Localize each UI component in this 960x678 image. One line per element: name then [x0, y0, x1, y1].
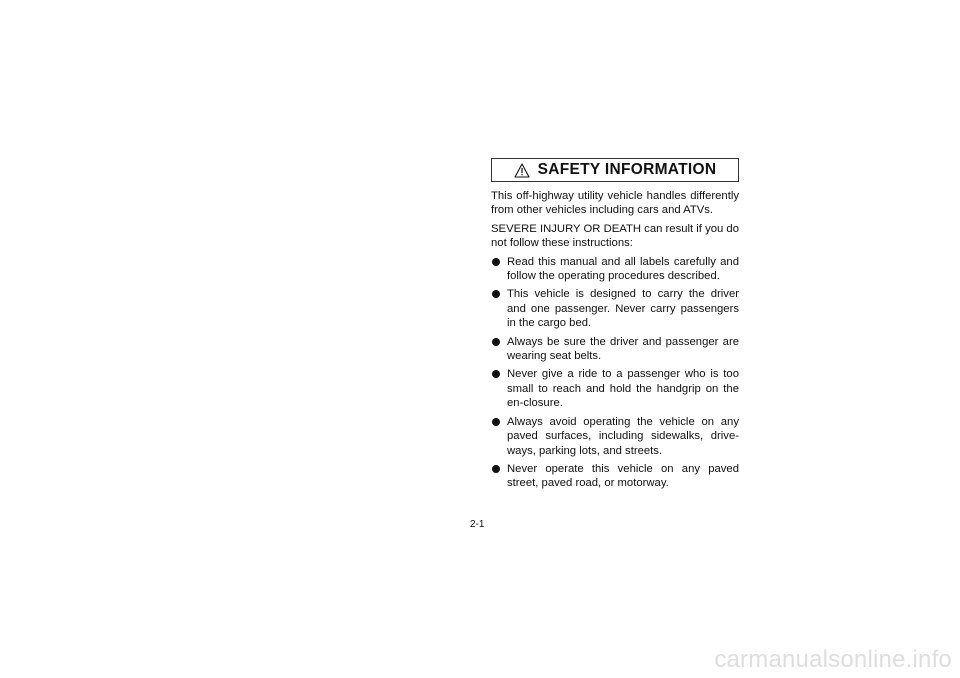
list-item: Never operate this vehicle on any paved street, paved road, or motorway.	[491, 462, 739, 491]
list-item: This vehicle is designed to carry the driver and one passenger. Never carry passengers in the cargo bed.	[491, 287, 739, 330]
section-title: SAFETY INFORMATION	[537, 161, 717, 178]
bullet-icon	[492, 258, 500, 266]
bullet-icon	[492, 465, 500, 473]
warning-paragraph: SEVERE INJURY OR DEATH can result if you do not follow these instructions:	[491, 222, 739, 250]
section-header	[491, 158, 739, 182]
bullet-icon	[492, 338, 500, 346]
intro-paragraph: This off-highway utility vehicle handles differently from other vehicles including cars and ATVs.	[491, 190, 739, 217]
watermark-text: carmanualsonline.info	[714, 646, 952, 673]
page-number: 2-1	[470, 519, 485, 530]
list-item: Read this manual and all labels carefully and follow the operating procedures described.	[491, 255, 739, 284]
bullet-icon	[492, 290, 500, 298]
manual-page	[491, 158, 739, 495]
list-item: Always be sure the driver and passenger are wearing seat belts.	[491, 335, 739, 364]
list-item: Never give a ride to a passenger who is too small to reach and hold the handgrip on the en-closure.	[491, 367, 739, 410]
warning-triangle-icon	[514, 163, 530, 178]
list-item: Always avoid operating the vehicle on any paved surfaces, including sidewalks, drive-ways, parking lots, and streets.	[491, 415, 739, 458]
bullet-icon	[492, 370, 500, 378]
safety-instructions-list	[491, 255, 739, 491]
bullet-icon	[492, 418, 500, 426]
